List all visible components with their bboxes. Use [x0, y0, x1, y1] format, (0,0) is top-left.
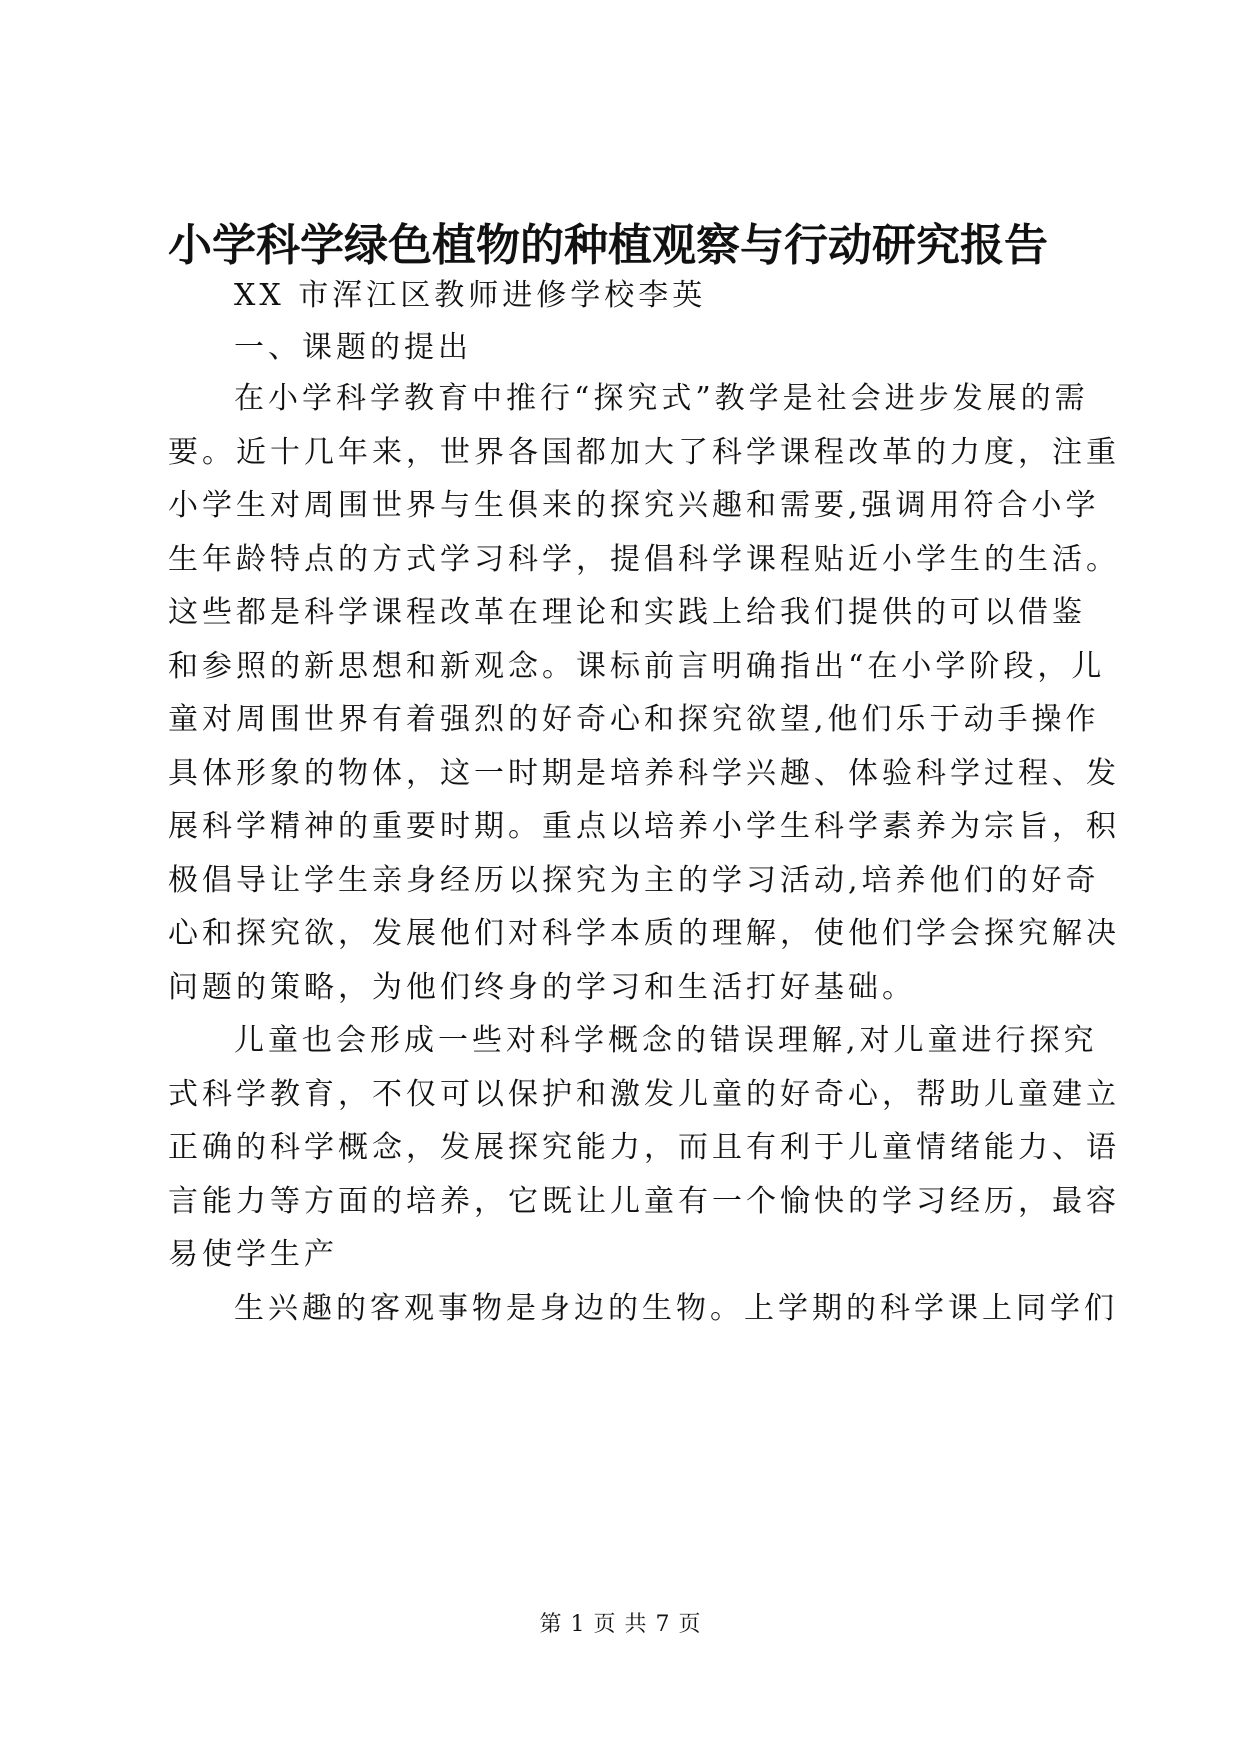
paragraph-line: 极倡导让学生亲身经历以探究为主的学习活动,培养他们的好奇	[168, 863, 1100, 898]
paragraph-line: 生兴趣的客观事物是身边的生物。上学期的科学课上同学们	[234, 1291, 1118, 1326]
paragraph-line: 言能力等方面的培养，它既让儿童有一个愉快的学习经历，最容	[168, 1184, 1120, 1219]
paragraph-line: 具体形象的物体，这一时期是培养科学兴趣、体验科学过程、发	[168, 756, 1120, 791]
paragraph-line: 问题的策略，为他们终身的学习和生活打好基础。	[168, 970, 916, 1005]
author-line: XX 市浑江区教师进修学校李英	[234, 278, 707, 313]
paragraph-line: 正确的科学概念，发展探究能力，而且有利于儿童情绪能力、语	[168, 1130, 1120, 1165]
page-footer: 第 1 页 共 7 页	[539, 1612, 702, 1637]
paragraph-line: 展科学精神的重要时期。重点以培养小学生科学素养为宗旨，积	[168, 809, 1120, 844]
paragraph-line: 式科学教育，不仅可以保护和激发儿童的好奇心，帮助儿童建立	[168, 1077, 1120, 1112]
paragraph-line: 儿童也会形成一些对科学概念的错误理解,对儿童进行探究	[234, 1023, 1098, 1058]
paragraph-line: 要。近十几年来，世界各国都加大了科学课程改革的力度，注重	[168, 435, 1120, 470]
paragraph-line: 易使学生产	[168, 1237, 338, 1272]
paragraph-line: 这些都是科学课程改革在理论和实践上给我们提供的可以借鉴	[168, 595, 1086, 630]
document-title: 小学科学绿色植物的种植观察与行动研究报告	[168, 220, 1048, 271]
paragraph-line: 和参照的新思想和新观念。课标前言明确指出“在小学阶段，儿	[168, 649, 1106, 684]
paragraph-line: 在小学科学教育中推行“探究式”教学是社会进步发展的需	[234, 381, 1089, 416]
paragraph-line: 小学生对周围世界与生俱来的探究兴趣和需要,强调用符合小学	[168, 488, 1100, 523]
paragraph-line: 生年龄特点的方式学习科学，提倡科学课程贴近小学生的生活。	[168, 542, 1120, 577]
paragraph-line: 心和探究欲，发展他们对科学本质的理解，使他们学会探究解决	[168, 916, 1120, 951]
paragraph-line: 童对周围世界有着强烈的好奇心和探究欲望,他们乐于动手操作	[168, 702, 1100, 737]
section-heading: 一、课题的提出	[234, 330, 472, 365]
